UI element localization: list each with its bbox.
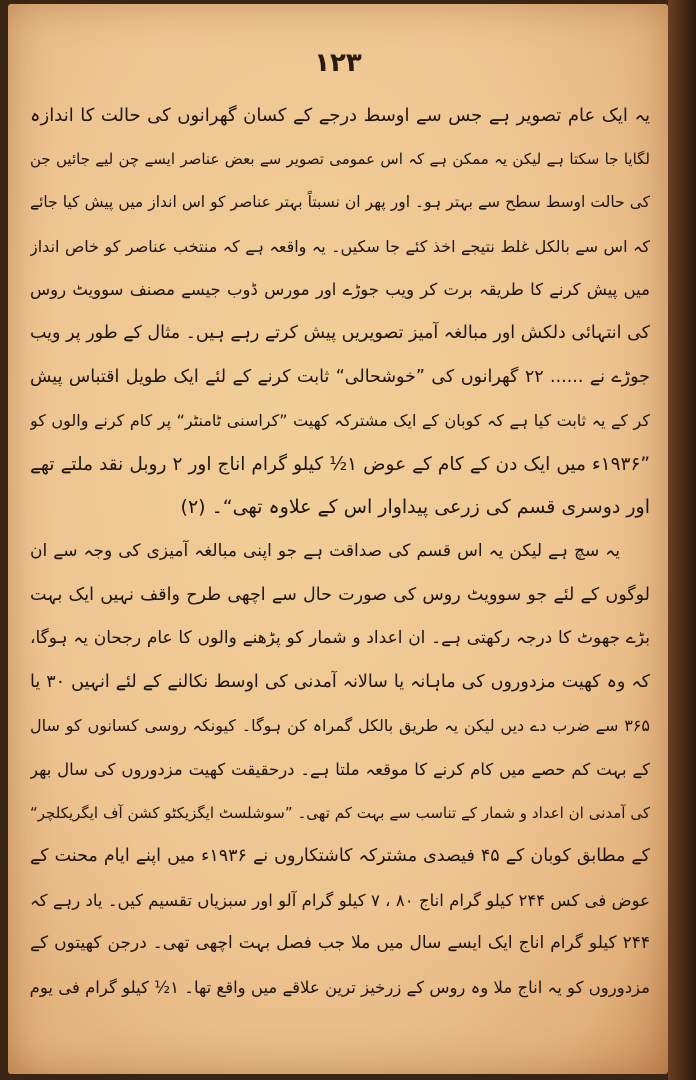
book-page bbox=[8, 4, 668, 1074]
text-line: ”۱۹۳۶ء میں ایک دن کے کام کے عوض ۱½ کیلو گرام اناج اور ۲ روبل نقد ملتے تھے bbox=[30, 453, 650, 475]
text-line: یہ سچ ہے لیکن یہ اس قسم کی صداقت ہے جو اپنی مبالغہ آمیزی کی وجہ سے ان bbox=[30, 540, 620, 561]
text-line: لگایا جا سکتا ہے لیکن یہ ممکن ہے کہ اس عمومی تصویر سے بعض عناصر ایسے چن لیے جائیں جن bbox=[30, 149, 650, 168]
text-line: کے بہت کم حصے میں کام کرنے کا موقعہ ملتا ہے۔ درحقیقت کھیت مزدوروں کی سال بھر bbox=[30, 759, 650, 779]
text-line: ۲۴۴ کیلو گرام اناج ایک ایسے سال میں ملا جب فصل بہت اچھی تھی۔ درجن کھیتوں کے bbox=[30, 933, 650, 954]
text-line: کہ وہ کھیت مزدوروں کی ماہانہ یا سالانہ آمدنی کی اوسط نکالنے کے لئے انہیں ۳۰ یا bbox=[30, 671, 650, 692]
text-line: یہ ایک عام تصویر ہے جس سے اوسط درجے کے کسان گھرانوں کی حالت کا اندازہ bbox=[30, 105, 650, 126]
page-body-text bbox=[30, 94, 650, 1009]
text-line: کی انتہائی دلکش اور مبالغہ آمیز تصویریں پیش کرتے رہے ہیں۔ مثال کے طور پر ویب bbox=[30, 322, 650, 343]
text-line: مزدوروں کو یہ اناج ملا وہ روس کے زرخیز ترین علاقے میں واقع تھا۔ ۱½ کیلو گرام فی یوم bbox=[30, 977, 650, 997]
text-line: کے مطابق کوبان کے ۴۵ فیصدی مشترکہ کاشتکاروں نے ۱۹۳۶ء میں اپنے ایام محنت کے bbox=[30, 846, 650, 867]
page-number: ۱۲۳ bbox=[314, 48, 362, 78]
text-line: اور دوسری قسم کی زرعی پیداوار اس کے علاوہ تھی“۔ (۲) bbox=[180, 496, 650, 519]
text-line: کہ اس سے بالکل غلط نتیجے اخذ کئے جا سکیں۔ یہ واقعہ ہے کہ منتخب عناصر کو خاص انداز bbox=[30, 236, 650, 256]
text-line: کی حالت اوسط سطح سے بہتر ہو۔ اور پھر ان نسبتاً بہتر عناصر کو اس انداز میں پیش کیا جائے bbox=[30, 193, 650, 212]
text-line: کر کے یہ ثابت کیا ہے کہ کوبان کے ایک مشترکہ کھیت ”کراسنی ٹامنٹر“ پر کام کرنے والوں کو bbox=[30, 411, 650, 431]
book-binding-edge bbox=[668, 0, 696, 1080]
text-line: عوض فی کس ۲۴۴ کیلو گرام اناج ۸۰ ، ۷ کیلو گرام آلو اور سبزیاں تقسیم کیں۔ یاد رہے کہ bbox=[30, 890, 650, 910]
text-line: لوگوں کے لئے جو سوویٹ روس کی صورت حال سے اچھی طرح واقف نہیں ایک بہت bbox=[30, 584, 650, 605]
text-line: میں پیش کرنے کا طریقہ برت کر ویب جوڑے اور مورس ڈوب جیسے مصنف سوویٹ روس bbox=[30, 280, 650, 300]
text-line: جوڑے نے ...... ۲۲ گھرانوں کی ”خوشحالی“ ثابت کرنے کے لئے ایک طویل اقتباس پیش bbox=[30, 366, 650, 387]
text-line: بڑے جھوٹ کا درجہ رکھتی ہے۔ ان اعداد و شمار کو پڑھنے والوں کا عام رجحان یہ ہوگا، bbox=[30, 628, 650, 649]
text-line: ۳۶۵ سے ضرب دے دیں لیکن یہ طریق بالکل گمراہ کن ہوگا۔ کیونکہ روسی کسانوں کو سال bbox=[30, 716, 650, 736]
text-line: کی آمدنی ان اعداد و شمار کے تناسب سے بہت کم تھی۔ ”سوشلسٹ ایگزیکٹو کشن آف ایگریکلچر“ bbox=[30, 803, 650, 822]
